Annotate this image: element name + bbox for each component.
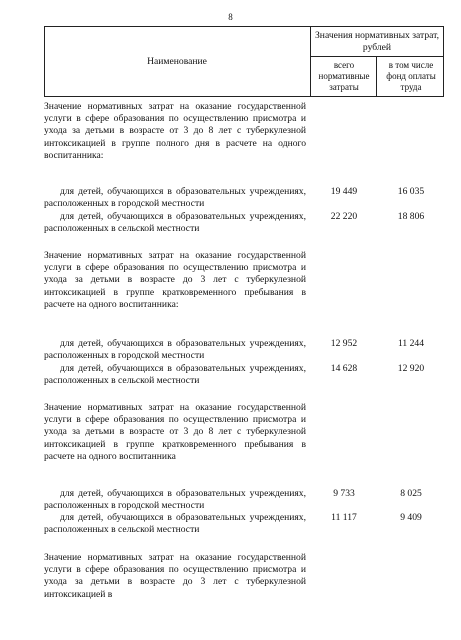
header-name: Наименование [147,56,207,67]
value-total: 22 220 [330,211,358,222]
header-total: всего нормативные затраты [318,60,370,92]
value-wage: 11 244 [397,338,425,349]
value-total: 12 952 [330,338,358,349]
header-wage: в том числе фонд оплаты труда [386,60,436,92]
value-wage: 16 035 [397,186,425,197]
header-values-title: Значения нормативных затрат, рублей [315,30,439,53]
page-number: 8 [228,12,233,22]
value-total: 9 733 [333,488,355,499]
value-total: 19 449 [330,186,358,197]
value-wage: 12 920 [397,363,425,374]
value-wage: 18 806 [397,211,425,222]
value-wage: 8 025 [400,488,422,499]
value-total: 11 117 [331,512,357,523]
value-wage: 9 409 [400,512,422,523]
value-total: 14 628 [330,363,358,374]
table-header [44,26,444,97]
